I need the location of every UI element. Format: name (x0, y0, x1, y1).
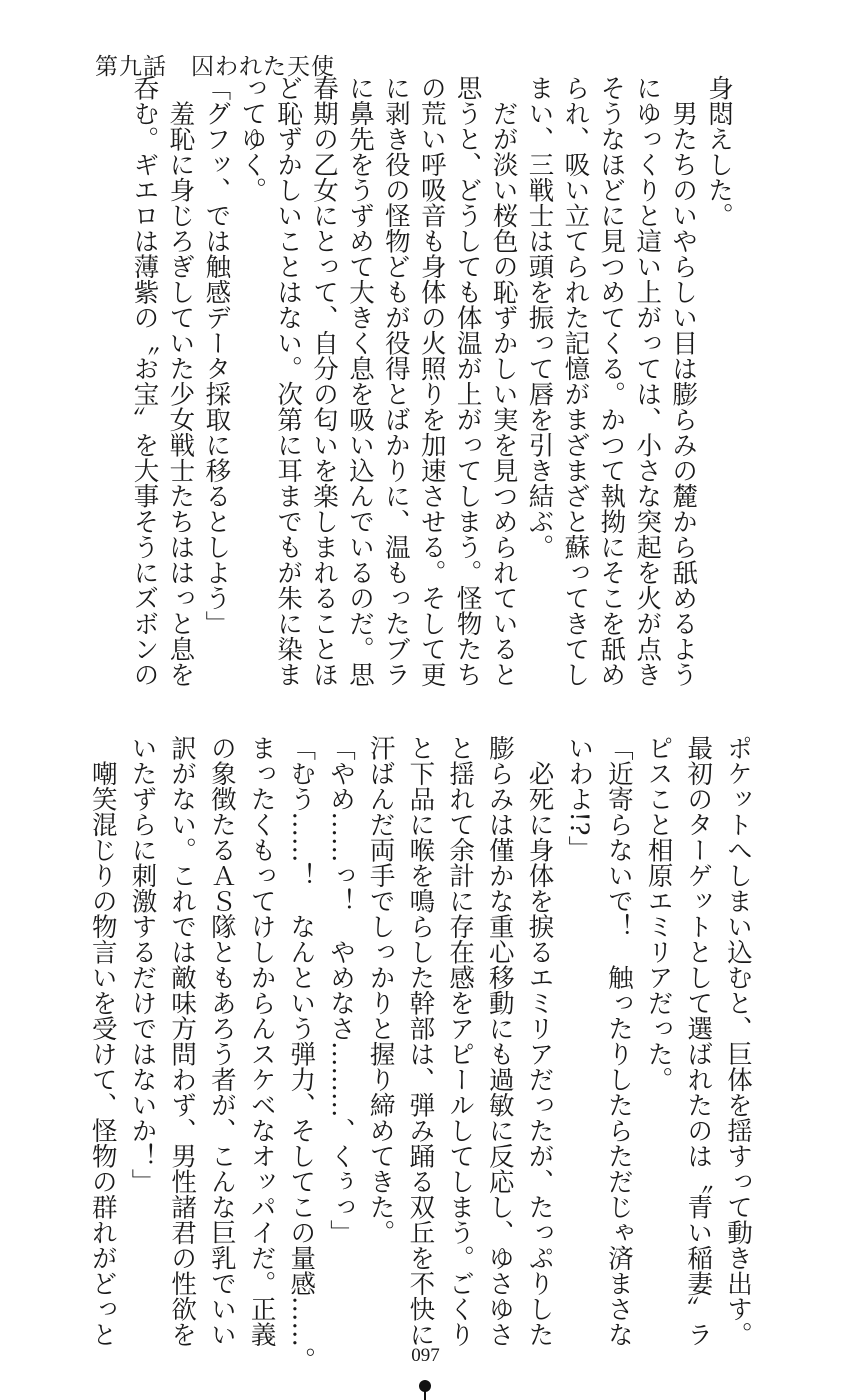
text-column: 嘲笑混じりの物言いを受けて、怪物の群れがどっと (87, 735, 118, 1347)
text-column: 呑む。ギエロは薄紫の〝お宝〟を大事そうにズボンの (129, 75, 160, 687)
text-column: 身悶えした。 (704, 75, 734, 228)
text-column: に鼻先をうずめて大きく息を吸い込んでいるのだ。思 (344, 75, 375, 687)
text-column: ピスこと相原エミリアだった。 (643, 735, 674, 1092)
text-column: 「むう……！ なんという弾力、そしてこの量感……。 (286, 735, 317, 1373)
text-column: 春期の乙女にとって、自分の匂いを楽しまれることほ (309, 75, 340, 687)
text-column: の荒い呼吸音も身体の火照りを加速させる。そして更 (416, 75, 447, 687)
text-column: まったくもってけしからんスケベなオッパイだ。正義 (246, 735, 277, 1347)
text-column: 「近寄らないで！ 触ったりしたらただじゃ済まさな (603, 735, 634, 1347)
text-column: られ、吸い立てられた記憶がまざまざと蘇ってきてし (560, 75, 591, 687)
chapter-title: 第九話 囚われた天使 (95, 54, 335, 80)
text-column: に剥き役の怪物どもが役得とばかりに、温もったブラ (380, 75, 411, 687)
text-column: ど恥ずかしいことはない。次第に耳までもが朱に染ま (273, 75, 304, 687)
text-column: だが淡い桜色の恥ずかしい実を見つめられていると (488, 75, 519, 687)
text-column: 羞恥に身じろぎしていた少女戦士たちははっと息を (165, 75, 196, 687)
text-column: ってゆく。 (237, 75, 268, 203)
page-marker-dot (419, 1380, 431, 1392)
text-column: 「やめ……っ！ やめなさ………、くぅっ」 (325, 735, 356, 1245)
text-column: の象徴たるＡＳ隊ともあろう者が、こんな巨乳でいい (206, 735, 237, 1347)
text-column: 最初のターゲットとして選ばれたのは〝青い稲妻〟ラ (683, 735, 714, 1347)
text-column: と揺れて余計に存在感をアピールしてしまう。ごくり (445, 735, 476, 1347)
text-column: まい、三戦士は頭を振って唇を引き結ぶ。 (524, 75, 555, 560)
text-column: 必死に身体を捩るエミリアだったが、たっぷりした (524, 735, 555, 1347)
text-column: ポケットへしまい込むと、巨体を揺すって動き出す。 (723, 735, 753, 1347)
text-column: 膨らみは僅かな重心移動にも過敏に反応し、ゆさゆさ (484, 735, 515, 1347)
top-text-block (126, 75, 736, 695)
text-column: 「グフッ、では触感データ採取に移るとしよう」 (201, 75, 232, 636)
page-number: 097 (411, 1345, 440, 1366)
text-column: 訳がない。これでは敵味方問わず、男性諸君の性欲を (167, 735, 198, 1347)
text-column: 男たちのいやらしい目は膨らみの麓から舐めるよう (668, 75, 699, 687)
text-column: 汗ばんだ両手でしっかりと握り締めてきた。 (365, 735, 396, 1245)
text-column: と下品に喉を鳴らした幹部は、弾み踊る双丘を不快に (405, 735, 436, 1347)
text-column: いわよ!?」 (564, 735, 595, 861)
text-column: にゆっくりと這い上がっては、小さな突起を火が点き (632, 75, 663, 687)
text-column: いたずらに刺激するだけではないか！」 (127, 735, 158, 1194)
text-column: 思うと、どうしても体温が上がってしまう。怪物たち (452, 75, 483, 687)
text-column: そうなほどに見つめてくる。かつて執拗にそこを舐め (596, 75, 627, 687)
